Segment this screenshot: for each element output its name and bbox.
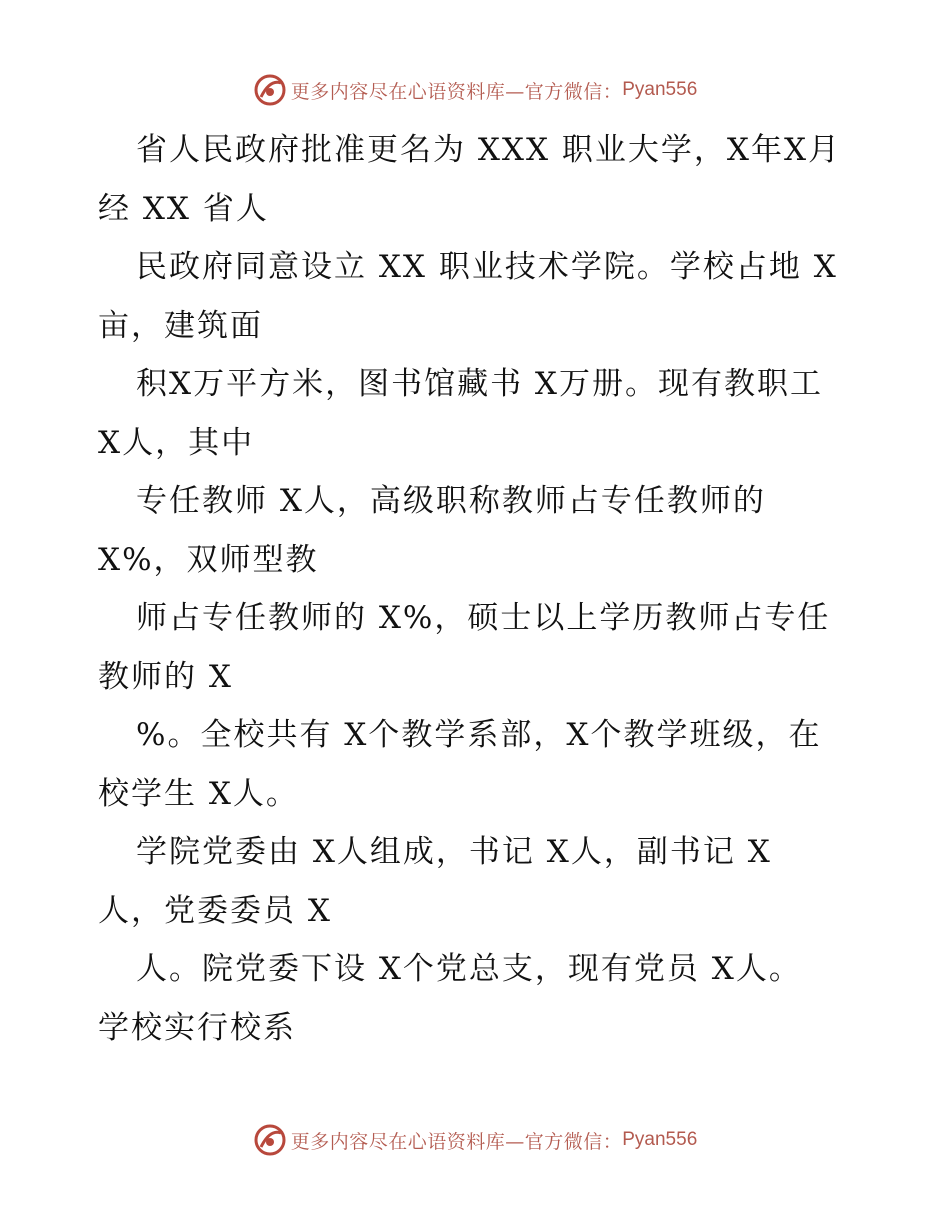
banner-text: 更多内容尽在心语资料库—官方微信： <box>290 1130 623 1153</box>
text-line: 学校实行校系 <box>98 1009 296 1046</box>
header-banner <box>0 70 950 110</box>
text-line: 经 XX 省人 <box>98 190 269 227</box>
text-line: 学院党委由 X人组成，书记 X人，副书记 X <box>136 834 772 870</box>
logo-icon <box>253 1123 287 1157</box>
text-line: 积X万平方米，图书馆藏书 X万册。现有教职工 <box>136 366 823 402</box>
text-line: %。全校共有 X个教学系部，X个教学班级，在 <box>136 717 822 753</box>
banner-wechat-id: Pyan556 <box>622 1129 698 1150</box>
logo-icon <box>253 73 287 107</box>
banner-wechat-id: Pyan556 <box>622 79 698 100</box>
text-line: 师占专任教师的 X%，硕士以上学历教师占专任 <box>136 600 831 636</box>
text-line: 亩，建筑面 <box>98 307 263 344</box>
document-body <box>98 121 878 1057</box>
footer-banner <box>0 1120 950 1160</box>
text-line: 省人民政府批准更名为 XXX 职业大学，X年X月 <box>136 132 842 168</box>
text-line: 教师的 X <box>98 658 233 695</box>
text-line: 专任教师 X人，高级职称教师占专任教师的 <box>136 483 766 519</box>
text-line: X%，双师型教 <box>98 541 319 578</box>
banner-text: 更多内容尽在心语资料库—官方微信： <box>290 80 623 103</box>
text-line: X人，其中 <box>98 424 255 461</box>
text-line: 人。院党委下设 X个党总支，现有党员 X人。 <box>136 951 802 987</box>
text-line: 民政府同意设立 XX 职业技术学院。学校占地 X <box>136 249 838 285</box>
text-line: 校学生 X人。 <box>98 775 299 812</box>
text-line: 人，党委委员 X <box>98 892 332 929</box>
